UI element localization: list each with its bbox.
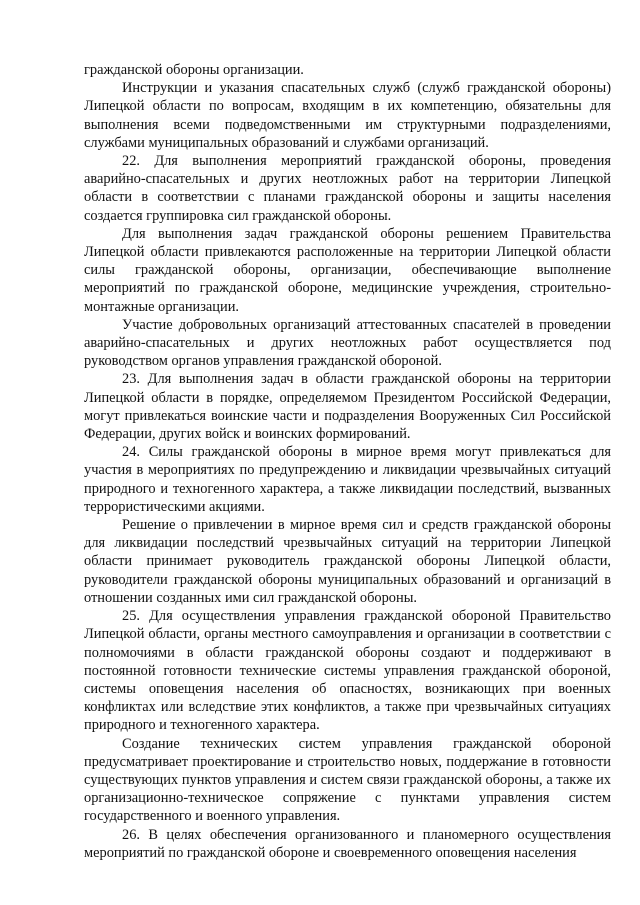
paragraph-1: гражданской обороны организации. [84, 62, 304, 78]
paragraph-7: 24. Силы гражданской обороны в мирное время могут привлекаться для участия в мероприятиях по предупреждению и ликвидации чрезвычайных ситуаций природного и техногенного характера, а также ликвидации последствий, вызванных террористическими акциями. [84, 444, 611, 515]
paragraph-9: 25. Для осуществления управления гражданской обороной Правительство Липецкой области, органы местного самоуправления и организации в соответствии с полномочиями в области гражданской обороны создают и поддерживают в постоянной готовности технические системы управления гражданской обороной, системы оповещения населения об опасностях, возникающих при военных конфликтах или вследствие этих конфликтов, а также при чрезвычайных ситуациях природного и техногенного характера. [84, 608, 611, 734]
paragraph-6: 23. Для выполнения задач в области гражданской обороны на территории Липецкой области в порядке, определяемом Президентом Российской Федерации, могут привлекаться воинские части и подразделения Вооруженных Сил Российской Федерации, других войск и воинских формирований. [84, 371, 611, 443]
paragraph-11: 26. В целях обеспечения организованного и планомерного осуществления мероприятий по гражданской обороне и своевременного оповещения населения [84, 826, 611, 861]
paragraph-4: Для выполнения задач гражданской обороны решением Правительства Липецкой области привлекаются расположенные на территории Липецкой области силы гражданской обороны, организации, обеспечивающие выполнение мероприятий по гражданской обороне, медицинские учреждения, строительно-монтажные организации. [84, 225, 611, 315]
document-body [84, 61, 611, 862]
paragraph-3: 22. Для выполнения мероприятий гражданской обороны, проведения аварийно-спасательных и других неотложных работ на территории Липецкой области в соответствии с планами гражданской обороны и защиты населения создается группировка сил гражданской обороны. [84, 153, 611, 224]
paragraph-8: Решение о привлечении в мирное время сил и средств гражданской обороны для ликвидации последствий чрезвычайных ситуаций на территории Липецкой области принимает руководитель гражданской обороны Липецкой области, руководители гражданской обороны муниципальных образований и организаций в отношении созданных ими сил гражданской обороны. [84, 517, 611, 606]
paragraph-5: Участие добровольных организаций аттестованных спасателей в проведении аварийно-спасательных и других неотложных работ осуществляется под руководством органов управления гражданской обороной. [84, 316, 611, 370]
paragraph-10: Создание технических систем управления гражданской обороной предусматривает проектирование и строительство новых, поддержание в готовности существующих пунктов управления и систем связи гражданской обороны, а также их организационно-техническое сопряжение с пунктами управления систем государственного и военного управления. [84, 735, 611, 825]
paragraph-2: Инструкции и указания спасательных служб (служб гражданской обороны) Липецкой области по вопросам, входящим в их компетенцию, обязательны для выполнения всеми подведомственными им структурными подразделениями, службами муниципальных образований и службами организаций. [84, 80, 611, 151]
